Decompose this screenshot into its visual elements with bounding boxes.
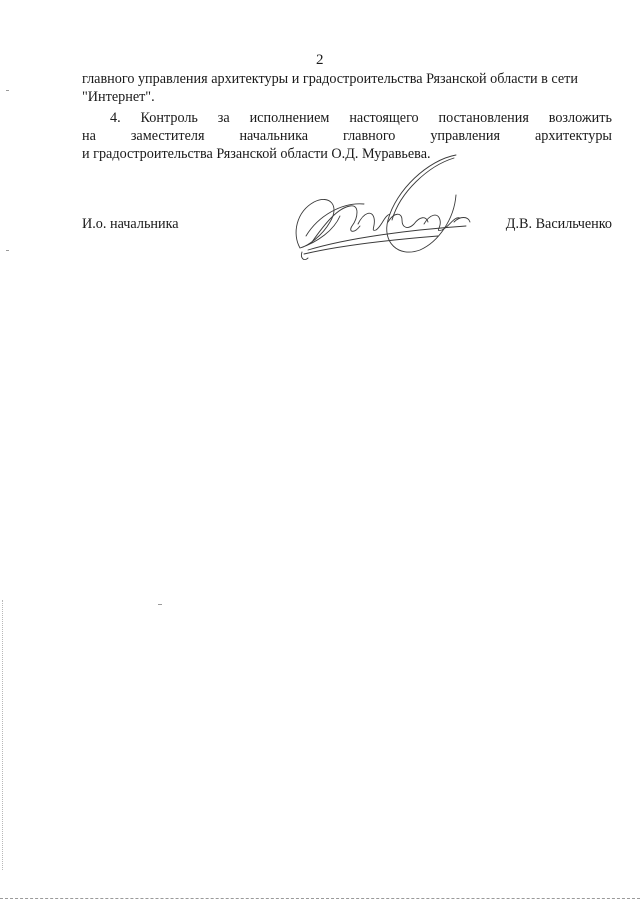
text-line: "Интернет". xyxy=(82,89,155,105)
word: настоящего xyxy=(349,110,419,126)
text-line: и градостроительства Рязанской области О.Д. Муравьева. xyxy=(82,146,431,162)
scan-speck xyxy=(158,604,162,605)
word: начальника xyxy=(239,128,309,144)
word: за xyxy=(217,110,230,126)
word: заместителя xyxy=(130,128,205,144)
word: возложить xyxy=(548,110,612,126)
page-number: 2 xyxy=(316,52,324,68)
justified-line-1 xyxy=(82,109,612,127)
word: исполнением xyxy=(249,110,330,126)
word: 4. xyxy=(110,110,121,126)
word: Контроль xyxy=(140,110,198,126)
paragraph-continuation xyxy=(82,70,612,106)
signatory-name: Д.В. Васильченко xyxy=(505,216,612,232)
justified-line-2 xyxy=(82,127,612,145)
scan-artifact-bottom-edge xyxy=(0,898,640,899)
word: на xyxy=(82,128,96,144)
word: главного xyxy=(342,128,396,144)
scan-speck xyxy=(6,250,9,251)
word: постановления xyxy=(438,110,529,126)
text-line: главного управления архитектуры и градостроительства Рязанской области в сети xyxy=(82,71,578,87)
handwritten-signature-icon xyxy=(278,150,478,265)
word: архитектуры xyxy=(534,128,612,144)
scan-speck xyxy=(6,90,9,91)
scan-artifact-left-edge xyxy=(2,600,5,870)
word: управления xyxy=(430,128,501,144)
signatory-role: И.о. начальника xyxy=(82,216,179,232)
